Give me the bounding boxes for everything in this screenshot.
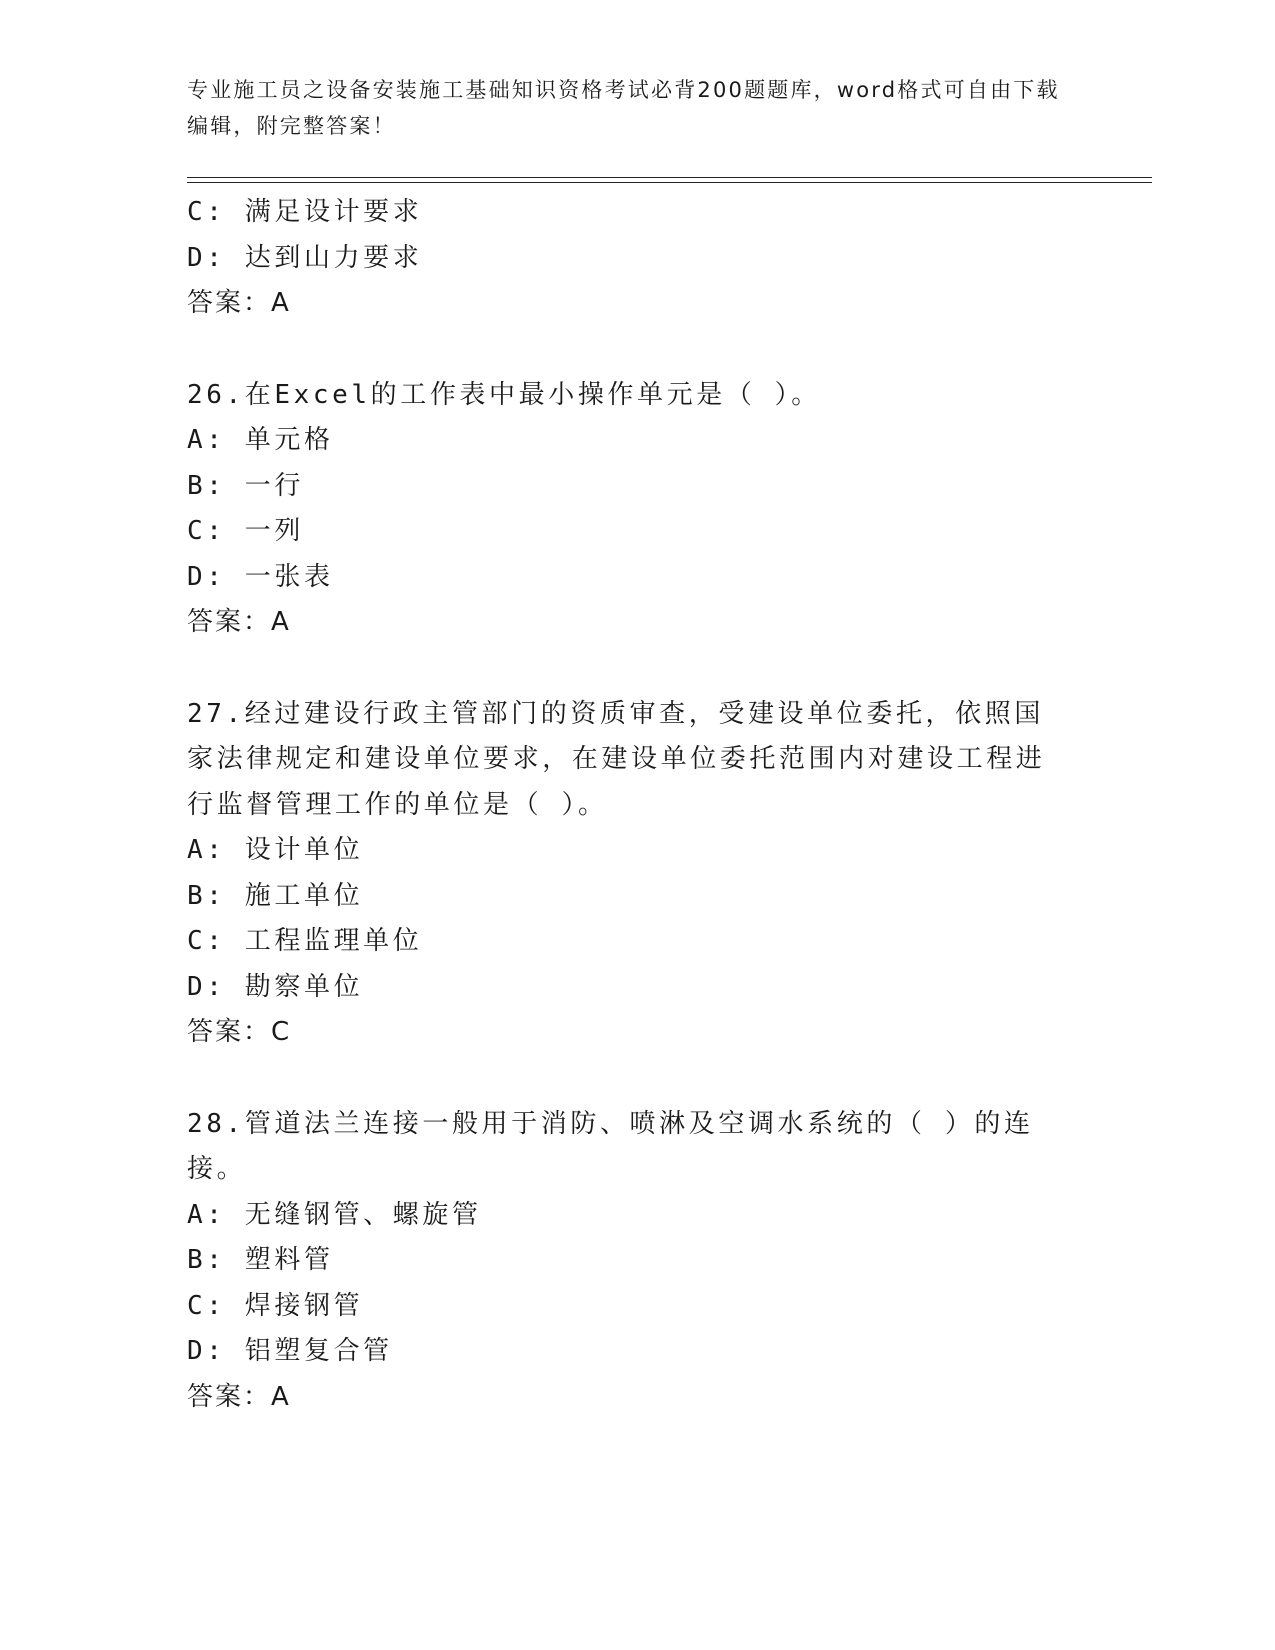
document-header [187,72,1067,144]
question-28 [187,1102,1087,1421]
answer-line: 答案：A [187,1381,291,1412]
option-b [187,874,1087,920]
option-d [187,236,1087,282]
question-stem: 26.在Excel的工作表中最小操作单元是（ ）。 [187,379,821,410]
option-text: 无缝钢管、螺旋管 [244,1199,482,1230]
option-d [187,1329,1087,1375]
option-label: D: [187,561,226,592]
option-text: 一列 [244,516,304,546]
spacer [187,327,1087,373]
option-b [187,1238,1087,1284]
option-label: D: [187,242,226,273]
option-text: 一张表 [244,561,334,592]
option-text: 工程监理单位 [244,926,423,956]
document-body [187,190,1087,1420]
option-label: C: [187,926,226,956]
option-label: D: [187,1336,226,1366]
spacer [187,1056,1087,1102]
option-c [187,1284,1087,1330]
option-d [187,965,1087,1011]
option-label: B: [187,880,226,911]
header-divider-top [187,177,1152,178]
option-label: D: [187,971,226,1002]
answer-line: 答案：A [187,288,291,318]
option-text: 设计单位 [244,835,364,865]
option-text: 达到山力要求 [244,242,423,273]
option-text: 一行 [244,470,304,501]
question-stem: 27.经过建设行政主管部门的资质审查，受建设单位委托，依照国家法律规定和建设单位要求，在建设单位委托范围内对建设工程进行监督管理工作的单位是（ ）。 [187,698,1046,820]
option-a [187,418,1087,464]
option-label: C: [187,516,226,546]
option-label: A: [187,425,226,455]
option-label: C: [187,197,226,227]
option-label: B: [187,1245,226,1275]
option-label: A: [187,1199,226,1230]
option-text: 焊接钢管 [244,1290,364,1321]
answer-line: 答案：A [187,607,291,637]
option-a [187,828,1087,874]
option-text: 铝塑复合管 [244,1336,393,1366]
option-text: 单元格 [244,425,334,455]
spacer [187,646,1087,692]
option-text: 塑料管 [244,1245,334,1275]
option-label: C: [187,1290,226,1321]
option-c [187,919,1087,965]
question-stem: 28.管道法兰连接一般用于消防、喷淋及空调水系统的（ ）的连接。 [187,1108,1034,1184]
option-label: B: [187,470,226,501]
answer-line: 答案：C [187,1017,292,1047]
option-d [187,555,1087,601]
question-continued [187,190,1087,327]
option-label: A: [187,835,226,865]
option-c [187,509,1087,555]
question-27 [187,692,1087,1056]
header-title: 专业施工员之设备安装施工基础知识资格考试必背200题题库，word格式可自由下载编辑，附完整答案！ [187,78,1060,138]
option-b [187,464,1087,510]
option-text: 施工单位 [244,880,364,911]
option-a [187,1193,1087,1239]
header-divider-bottom [187,182,1152,183]
option-text: 满足设计要求 [244,197,423,227]
question-26 [187,373,1087,646]
option-c [187,190,1087,236]
option-text: 勘察单位 [244,971,364,1002]
